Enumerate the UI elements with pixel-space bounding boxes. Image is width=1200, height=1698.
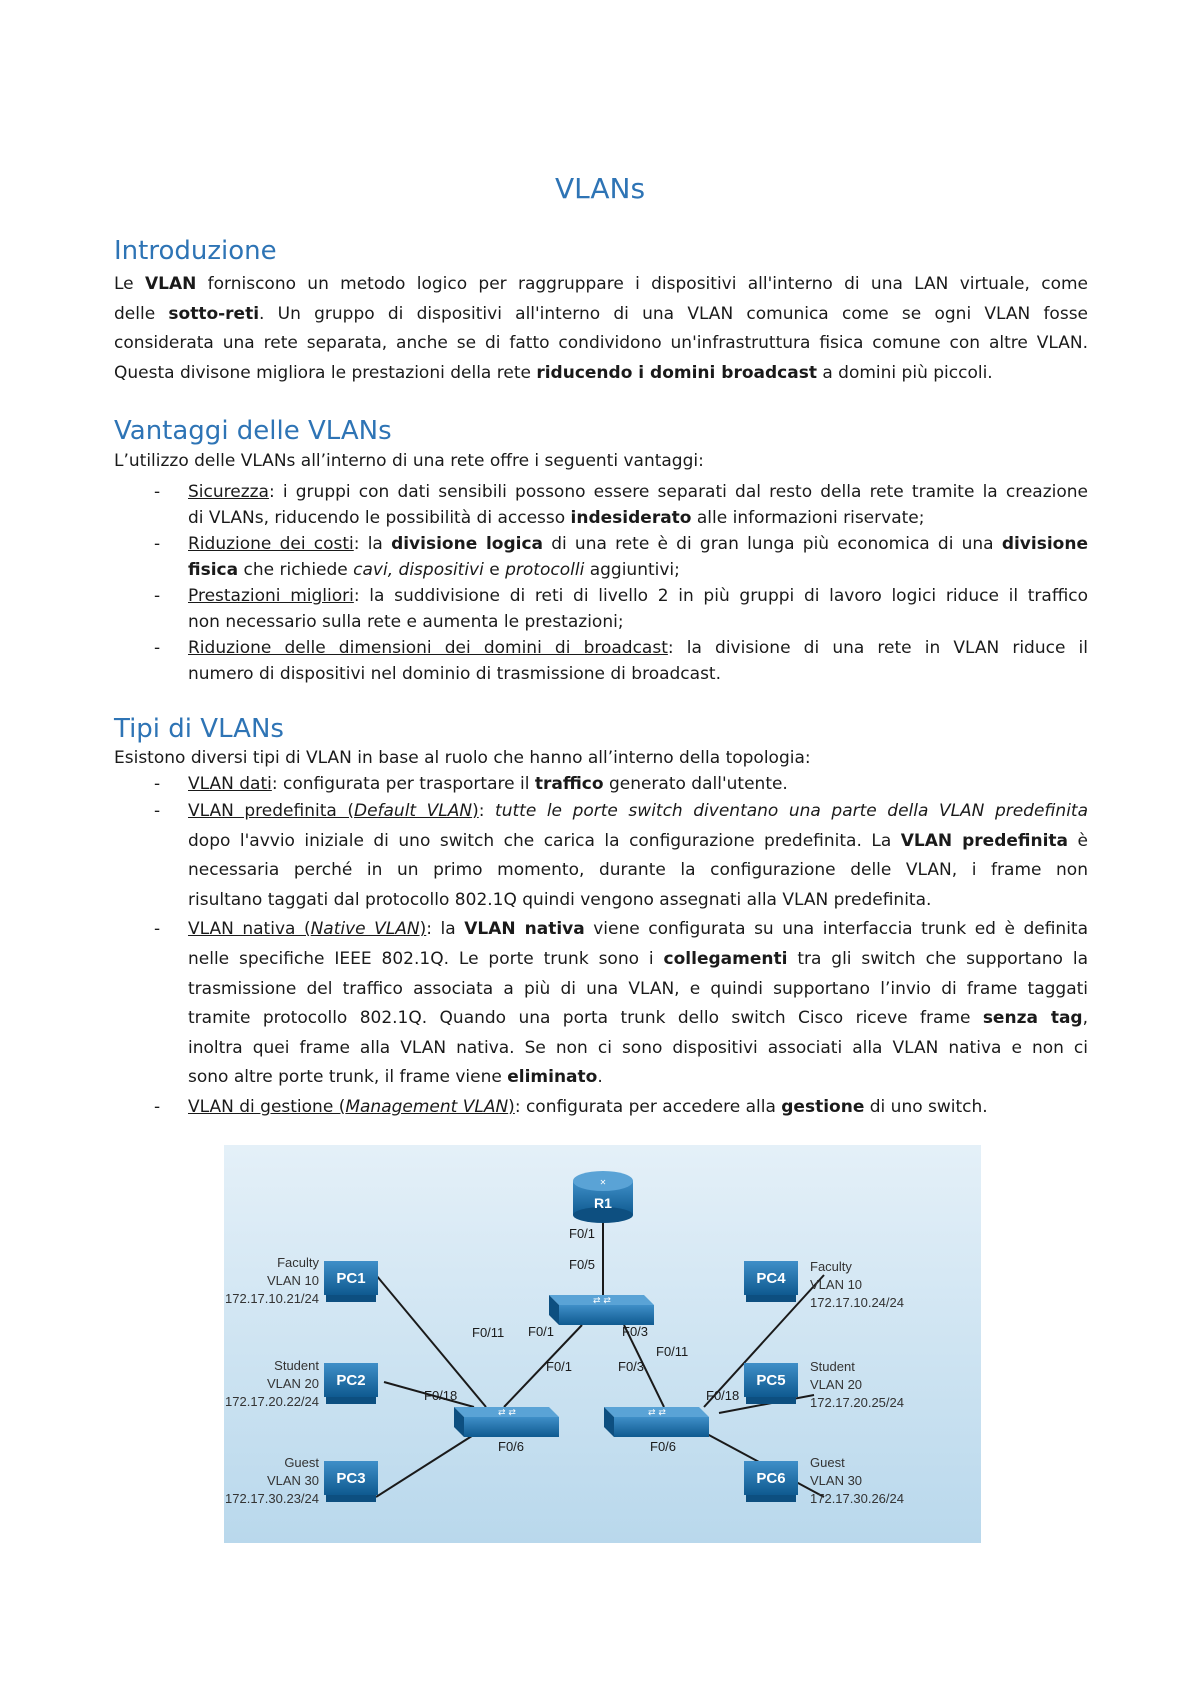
port-label: F0/1 [546, 1359, 573, 1374]
pc-vlan-label: VLAN 30 [266, 1473, 319, 1488]
intro-line-3: considerata una rete separata, anche se di fatto condividono un'infrastruttura fisica comune con altre VLAN. [114, 333, 1088, 354]
svg-text:PC3: PC3 [336, 1470, 366, 1487]
svg-text:✕: ✕ [599, 1178, 607, 1187]
tipi-list [114, 771, 1088, 1123]
pc-group-label: Faculty [810, 1259, 852, 1274]
pc-group-label: Faculty [277, 1255, 319, 1270]
list-item: - Prestazioni migliori: la suddivisione di reti di livello 2 in più gruppi di lavoro logici riduce il traffico non necessario sulla rete e aumenta le prestazioni; [154, 586, 1088, 632]
port-label: F0/3 [618, 1359, 645, 1374]
heading-introduzione: Introduzione [114, 236, 277, 266]
pc-group-label: Guest [284, 1455, 319, 1470]
pc-ip-label: 172.17.30.23/24 [225, 1491, 319, 1506]
pc-6 [744, 1461, 798, 1502]
port-label: F0/18 [424, 1388, 458, 1403]
pc-ip-label: 172.17.20.25/24 [810, 1395, 904, 1410]
heading-tipi: Tipi di VLANs [114, 714, 284, 744]
pc-ip-label: 172.17.30.26/24 [810, 1491, 904, 1506]
pc-1 [324, 1261, 378, 1302]
pc-ip-label: 172.17.10.24/24 [810, 1295, 904, 1310]
svg-text:PC5: PC5 [756, 1372, 786, 1389]
pc-5 [744, 1363, 798, 1404]
list-item: - VLAN predefinita (Default VLAN): tutte le porte switch diventano una parte della VLAN predefinita dopo l'avvio iniziale di uno switch che carica la configurazione predefinita. La VLAN predefinita è necessaria perché in un primo momento, durante la configurazione delle VLAN, i frame non risultano taggati dal protocollo 802.1Q quindi vengono assegnati alla VLAN predefinita. [154, 801, 1088, 910]
list-item: - Riduzione delle dimensioni dei domini di broadcast: la divisione di una rete in VLAN riduce il numero di dispositivi nel dominio di trasmissione di broadcast. [154, 638, 1089, 684]
router-r1 [573, 1171, 633, 1223]
router-label: R1 [594, 1195, 612, 1211]
svg-text:PC2: PC2 [336, 1372, 366, 1389]
list-item: - VLAN nativa (Native VLAN): la VLAN nativa viene configurata su una interfaccia trunk ed è definita nelle specifiche IEEE 802.1Q. Le porte trunk sono i collegamenti tra gli switch che supportano la trasmissione del traffico associata a più di una VLAN, e quindi supportano l’invio di frame taggati tramite protocollo 802.1Q. Quando una porta trunk dello switch Cisco riceve frame senza tag, inoltra quei frame alla VLAN nativa. Se non ci sono dispositivi associati alla VLAN nativa e non ci sono altre porte trunk, il frame viene eliminato. [154, 919, 1088, 1088]
switch-s1 [549, 1295, 654, 1325]
port-label: F0/11 [472, 1325, 505, 1340]
pc-vlan-label: VLAN 20 [266, 1376, 319, 1391]
intro-line-1: Le VLAN forniscono un metodo logico per raggruppare i dispositivi all'interno di una LAN virtuale, come [114, 274, 1088, 294]
port-label: F0/1 [528, 1324, 555, 1339]
tipi-lead: Esistono diversi tipi di VLAN in base al ruolo che hanno all’interno della topologia: [114, 748, 811, 768]
pc-group-label: Student [810, 1359, 855, 1374]
port-label: F0/11 [656, 1344, 689, 1359]
pc-2 [324, 1363, 378, 1404]
list-item: - Sicurezza: i gruppi con dati sensibili possono essere separati dal resto della rete tramite la creazione di VLANs, riducendo le possibilità di accesso indesiderato alle informazioni riservate; [154, 482, 1088, 528]
vlan-topology-diagram [224, 1145, 981, 1543]
intro-paragraph [114, 270, 1088, 388]
switch-s3 [604, 1407, 709, 1437]
svg-text:PC4: PC4 [756, 1270, 786, 1287]
pc-ip-label: 172.17.20.22/24 [225, 1394, 319, 1409]
switch-s2 [454, 1407, 559, 1437]
intro-line-4: Questa divisone migliora le prestazioni della rete riducendo i domini broadcast a domini più piccoli. [114, 362, 993, 383]
svg-text:⇄ ⇄: ⇄ ⇄ [648, 1408, 666, 1418]
port-label: F0/18 [706, 1388, 740, 1403]
pc-ip-label: 172.17.10.21/24 [225, 1291, 319, 1306]
heading-vantaggi: Vantaggi delle VLANs [114, 416, 392, 446]
svg-text:⇄ ⇄: ⇄ ⇄ [593, 1296, 611, 1306]
list-item: - VLAN dati: configurata per trasportare il traffico generato dall'utente. [154, 774, 788, 794]
pc-4 [744, 1261, 798, 1302]
pc-group-label: Guest [810, 1455, 845, 1470]
list-item: - Riduzione dei costi: la divisione logica di una rete è di gran lunga più economica di una divisione fisica che richiede cavi, dispositivi e protocolli aggiuntivi; [154, 534, 1088, 580]
port-label: F0/1 [569, 1226, 596, 1241]
pc-group-label: Student [274, 1358, 319, 1373]
pc-vlan-label: VLAN 10 [810, 1277, 863, 1292]
vantaggi-list [114, 480, 1088, 687]
svg-text:PC6: PC6 [756, 1470, 786, 1487]
port-label: F0/6 [650, 1439, 677, 1454]
port-label: F0/6 [498, 1439, 525, 1454]
svg-text:⇄ ⇄: ⇄ ⇄ [498, 1408, 516, 1418]
port-label: F0/5 [569, 1257, 596, 1272]
intro-line-2: delle sotto-reti. Un gruppo di dispositivi all'interno di una VLAN comunica come se ogni VLAN fosse [114, 303, 1089, 324]
svg-text:PC1: PC1 [336, 1270, 366, 1287]
pc-vlan-label: VLAN 30 [810, 1473, 863, 1488]
pc-vlan-label: VLAN 10 [266, 1273, 319, 1288]
pc-vlan-label: VLAN 20 [810, 1377, 863, 1392]
list-item: - VLAN di gestione (Management VLAN): configurata per accedere alla gestione di uno switch. [154, 1096, 988, 1117]
vantaggi-lead: L’utilizzo delle VLANs all’interno di una rete offre i seguenti vantaggi: [114, 451, 704, 471]
page-title: VLANs [554, 172, 646, 205]
pc-3 [324, 1461, 378, 1502]
port-label: F0/3 [622, 1324, 649, 1339]
